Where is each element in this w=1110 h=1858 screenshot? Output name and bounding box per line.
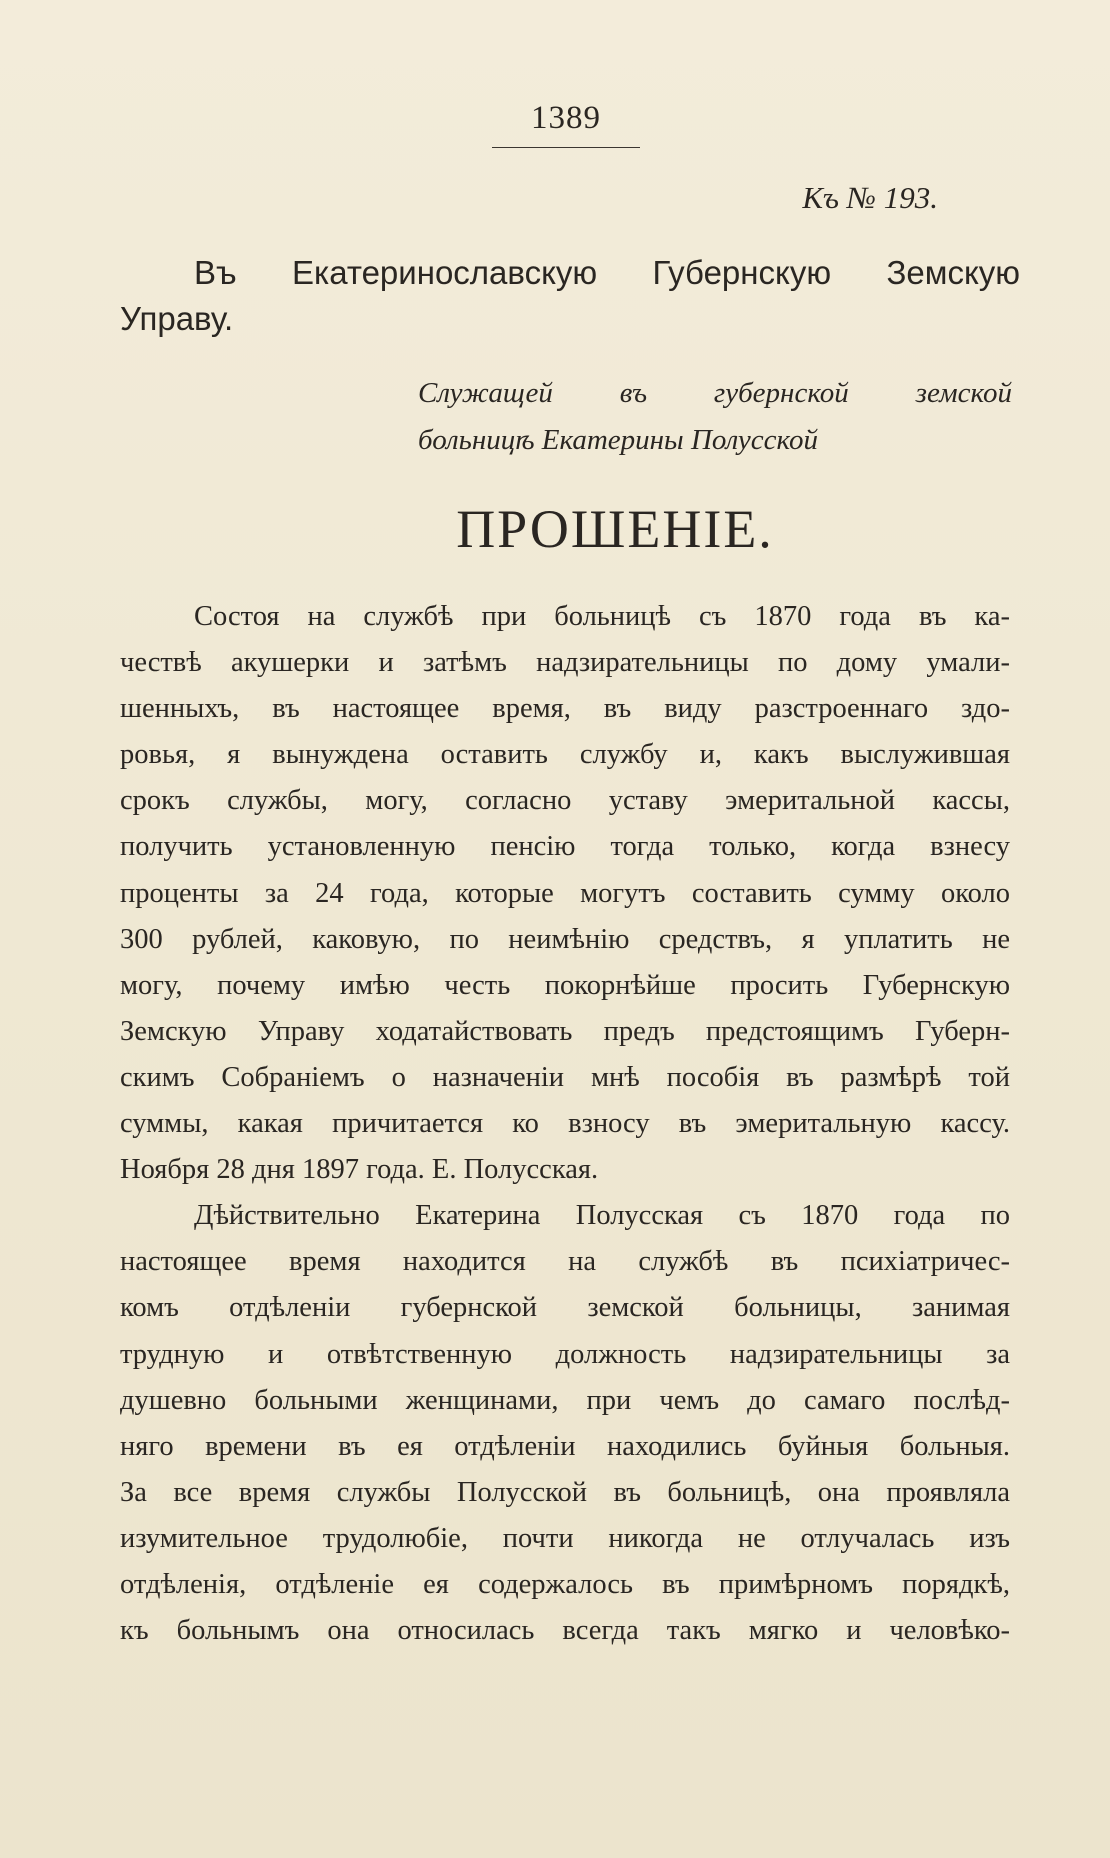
body-line: скимъ Собраніемъ о назначеніи мнѣ пособія въ размѣрѣ той bbox=[120, 1061, 1010, 1093]
body-line: могу, почему имѣю честь покорнѣйше просить Губернскую bbox=[120, 969, 1010, 1001]
body-line: Дѣйствительно Екатерина Полусская съ 1870 года по bbox=[194, 1200, 1010, 1232]
body-line: суммы, какая причитается ко взносу въ эмеритальную кассу. bbox=[120, 1108, 1010, 1140]
body-line: За все время службы Полусской въ больницѣ, она проявляла bbox=[120, 1476, 1010, 1508]
page-number-rule bbox=[492, 147, 640, 148]
sender-line-1: Служащей въ губернской земской bbox=[418, 377, 1012, 409]
body-line: отдѣленія, отдѣленіе ея содержалось въ примѣрномъ порядкѣ, bbox=[120, 1568, 1010, 1600]
document-heading: ПРОШЕНІЕ. bbox=[456, 499, 774, 559]
addressee-line-1: Въ Екатеринославскую Губернскую Земскую bbox=[194, 254, 1020, 291]
page-number: 1389 bbox=[531, 100, 601, 136]
body-text bbox=[120, 594, 1010, 1654]
body-line: получить установленную пенсію тогда только, когда взнесу bbox=[120, 831, 1010, 863]
body-line: изумительное трудолюбіе, почти никогда не отлучалась изъ bbox=[120, 1522, 1010, 1554]
body-line: настоящее время находится на службѣ въ психіатричес- bbox=[120, 1246, 1010, 1278]
addressee-line-2: Управу. bbox=[120, 300, 234, 337]
body-line: Состоя на службѣ при больницѣ съ 1870 года въ ка- bbox=[194, 601, 1010, 632]
body-line: комъ отдѣленіи губернской земской больницы, занимая bbox=[120, 1292, 1010, 1324]
body-line: 300 рублей, каковую, по неимѣнію средствъ, я уплатить не bbox=[120, 923, 1010, 955]
addressee bbox=[120, 250, 1020, 342]
body-line: срокъ службы, могу, согласно уставу эмеритальной кассы, bbox=[120, 785, 1010, 817]
body-line: къ больнымъ она относилась всегда такъ мягко и человѣко- bbox=[120, 1615, 1010, 1647]
body-line: проценты за 24 года, которые могутъ составить сумму около bbox=[120, 877, 1010, 909]
body-line: Земскую Управу ходатайствовать предъ предстоящимъ Губерн- bbox=[120, 1015, 1010, 1047]
reference-number: Къ № 193. bbox=[802, 180, 938, 215]
body-line: трудную и отвѣтственную должность надзирательницы за bbox=[120, 1338, 1010, 1370]
body-line: ровья, я вынуждена оставить службу и, какъ выслужившая bbox=[120, 739, 1010, 771]
body-line: няго времени въ ея отдѣленіи находились буйныя больныя. bbox=[120, 1430, 1010, 1462]
body-line: Ноября 28 дня 1897 года. Е. Полусская. bbox=[120, 1154, 599, 1186]
sender-line-2: больницѣ Екатерины Полусской bbox=[418, 424, 819, 456]
body-line: чествѣ акушерки и затѣмъ надзирательницы по дому умали- bbox=[120, 647, 1010, 679]
body-line: душевно больными женщинами, при чемъ до самаго послѣд- bbox=[120, 1384, 1010, 1416]
sender bbox=[418, 370, 1012, 464]
body-line: шенныхъ, въ настоящее время, въ виду разстроеннаго здо- bbox=[120, 693, 1010, 725]
